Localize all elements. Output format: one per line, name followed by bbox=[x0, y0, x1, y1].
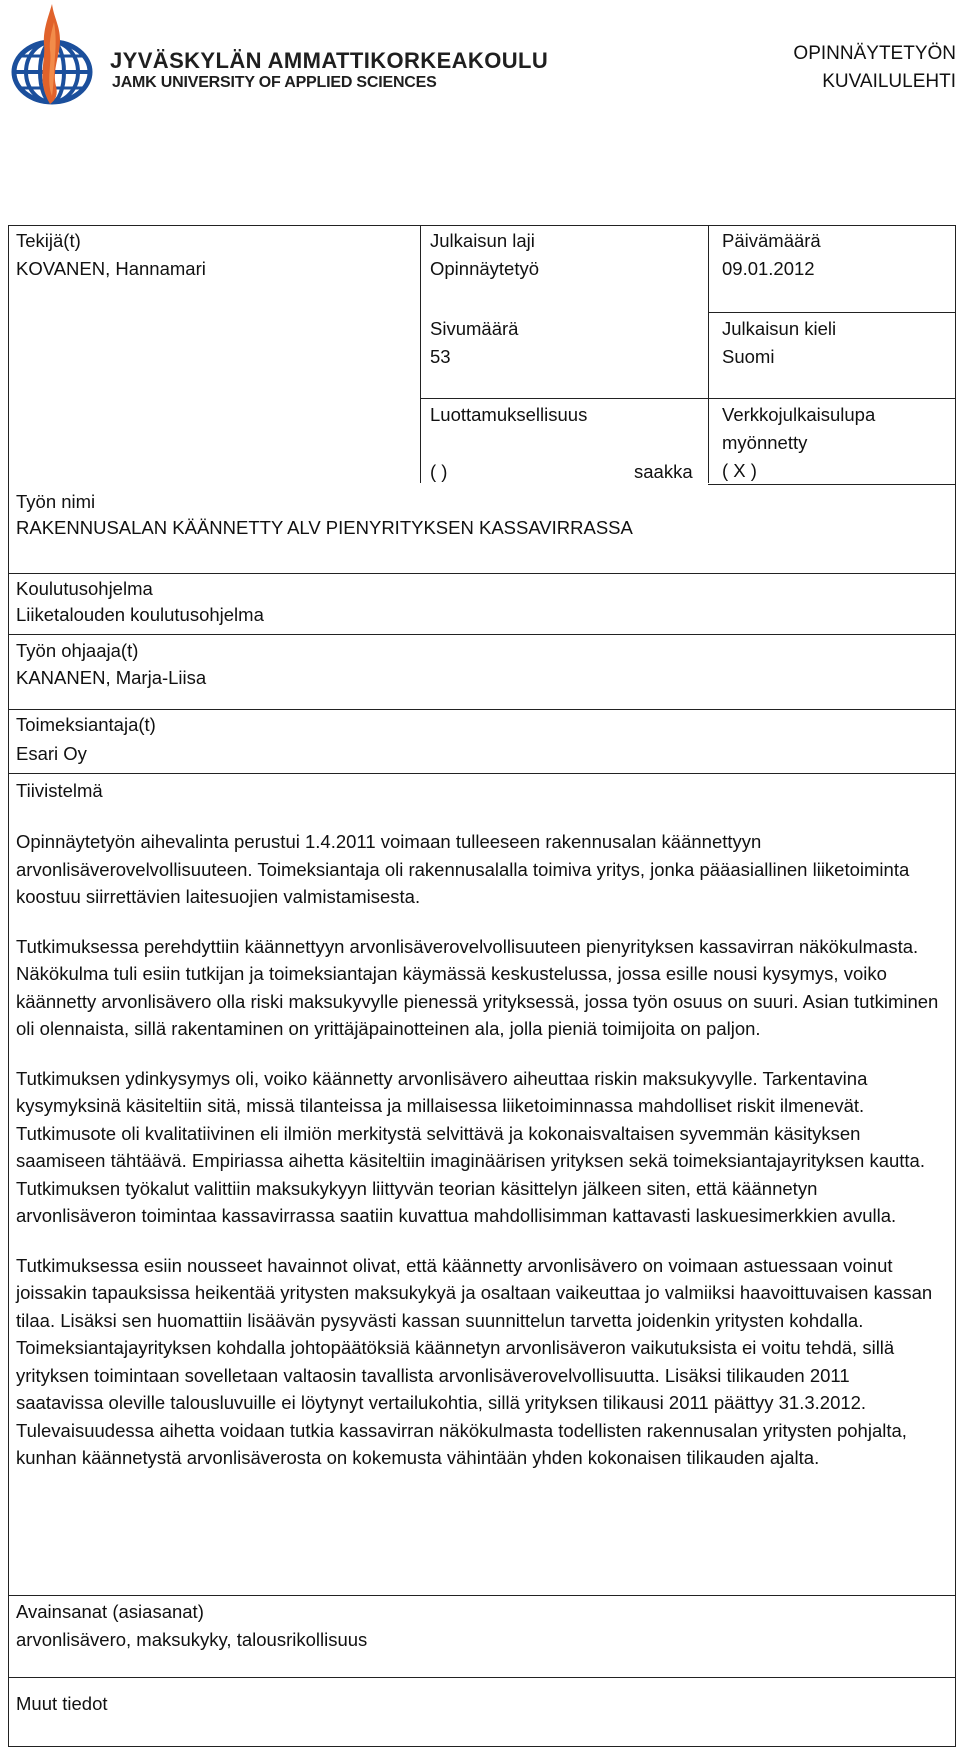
confidentiality-label: Luottamuksellisuus bbox=[430, 404, 588, 425]
university-logo bbox=[6, 0, 549, 110]
language-value: Suomi bbox=[722, 346, 775, 367]
pages-label: Sivumäärä bbox=[430, 318, 519, 339]
divider bbox=[708, 225, 709, 483]
commissioner-label: Toimeksiantaja(t) bbox=[16, 714, 156, 735]
university-name-en: JAMK UNIVERSITY OF APPLIED SCIENCES bbox=[112, 74, 437, 91]
divider bbox=[420, 225, 421, 483]
title-value: RAKENNUSALAN KÄÄNNETTY ALV PIENYRITYKSEN KASSAVIRRASSA bbox=[16, 517, 633, 538]
confidentiality-checkbox[interactable]: ( ) bbox=[430, 461, 448, 482]
keywords-label: Avainsanat (asiasanat) bbox=[16, 1601, 204, 1622]
keywords-value: arvonlisävero, maksukyky, talousrikollisuus bbox=[16, 1629, 368, 1650]
document-type bbox=[716, 40, 956, 96]
divider bbox=[8, 709, 956, 710]
online-publication-label: Verkkojulkaisulupa bbox=[722, 404, 876, 425]
divider bbox=[8, 634, 956, 635]
publication-type-value: Opinnäytetyö bbox=[430, 258, 540, 279]
abstract-paragraph: Tutkimuksessa perehdyttiin käännettyyn arvonlisäverovelvollisuuteen pienyrityksen kassavirran näkökulmasta. Näkökulma tuli esiin tutkijan ja toimeksiantajan käymässä keskustelussa, jossa esille nousi kysymys, voiko käännetty arvonlisävero olla riski maksukyvylle pienessä yrityksessä, jossa työn osuus on suuri. Asian tutkiminen oli olennaista, sillä rakentaminen on yrittäjäpainotteinen ala, jolla pieniä toimijoita on paljon. bbox=[16, 935, 939, 1039]
online-publication-label-2: myönnetty bbox=[722, 432, 808, 453]
other-info-label: Muut tiedot bbox=[16, 1693, 108, 1714]
programme-value: Liiketalouden koulutusohjelma bbox=[16, 604, 264, 625]
online-publication-checkbox[interactable]: ( X ) bbox=[722, 460, 757, 481]
abstract-paragraph: Tutkimuksen ydinkysymys oli, voiko käännetty arvonlisävero aiheuttaa riskin maksukyvylle. Tarkentavina kysymyksinä käsiteltiin sitä, missä tilanteissa ja millaisessa liiketoiminnassa mahdolliset riskit ilmenevät. Tutkimusote oli kvalitatiivinen eli ilmiön merkitystä selvittävä ja kokonaisvaltaisen syvemmän käsityksen saamiseen tähtäävä. Empiriassa aihetta käsiteltiin imaginäärisen yrityksen sekä toimeksiantajayrityksen kautta. Tutkimuksen työkalut valittiin maksukykyyn liittyvän teorian käsittelyn jälkeen siten, että käännetyn arvonlisäveron toimintaa kassavirrassa saatiin kuvattua mahdollisimman kattavasti laskuesimerkkien avulla. bbox=[16, 1067, 925, 1226]
divider bbox=[708, 312, 956, 313]
abstract-body bbox=[16, 828, 942, 1494]
abstract-paragraph: Opinnäytetyön aihevalinta perustui 1.4.2011 voimaan tulleeseen rakennusalan käännettyyn arvonlisäverovelvollisuuteen. Toimeksiantaja oli rakennusalalla toimiva yritys, jonka pääasiallinen liiketoiminta koostuu siirrettävien laitesuojien valmistamisesta. bbox=[16, 831, 910, 907]
authors-value: KOVANEN, Hannamari bbox=[16, 258, 206, 279]
title-label: Työn nimi bbox=[16, 491, 96, 512]
divider bbox=[8, 773, 956, 774]
supervisor-label: Työn ohjaaja(t) bbox=[16, 640, 139, 661]
commissioner-value: Esari Oy bbox=[16, 743, 87, 764]
document-type-line2: KUVAILULEHTI bbox=[822, 71, 956, 92]
divider bbox=[8, 1595, 956, 1596]
flame-globe-logo-icon bbox=[6, 0, 106, 110]
publication-type-label: Julkaisun laji bbox=[430, 230, 535, 251]
abstract-paragraph: Tutkimuksessa esiin nousseet havainnot olivat, että käännetty arvonlisävero on voimaan astuessaan voinut joissakin tapauksissa heikentää yritysten maksukykyä ja osaltaan vaikeuttaa jo valmiiksi haavoittuvaisen kassan tilaa. Lisäksi sen huomattiin lisäävän pysyvästi kassan suunnittelun tarvetta joidenkin yritysten kohdalla. Toimeksiantajayrityksen kohdalla johtopäätöksiä käännetyn arvonlisäveron vaikutuksista ei voitu tehdä, sillä yrityksen toimintaan sovelletaan valtaosin tavallista arvonlisäverovelvollisuutta. Lisäksi tilikauden 2011 saatavissa oleville talousluvuille ei löytynyt vertailukohtia, sillä yrityksen tilikausi 2011 päättyy 31.3.2012. Tulevaisuudessa aihetta voidaan tutkia kassavirran näkökulmasta todellisten rakennusalan yritysten pohjalta, kunhan käännetystä arvonlisäverosta on kokemusta vähintään yhden kokonaisen tilikauden ajalta. bbox=[16, 1254, 933, 1468]
date-label: Päivämäärä bbox=[722, 230, 821, 251]
authors-label: Tekijä(t) bbox=[16, 230, 81, 251]
supervisor-value: KANANEN, Marja-Liisa bbox=[16, 667, 207, 688]
divider bbox=[8, 573, 956, 574]
divider bbox=[420, 398, 956, 399]
programme-label: Koulutusohjelma bbox=[16, 578, 153, 599]
university-name-fi: JYVÄSKYLÄN AMMATTIKORKEAKOULU bbox=[110, 48, 549, 73]
pages-value: 53 bbox=[430, 346, 451, 367]
document-type-line1: OPINNÄYTETYÖN bbox=[793, 43, 956, 64]
abstract-label: Tiivistelmä bbox=[16, 780, 103, 801]
date-value: 09.01.2012 bbox=[722, 258, 815, 279]
language-label: Julkaisun kieli bbox=[722, 318, 837, 339]
confidentiality-until: saakka bbox=[634, 461, 693, 482]
divider bbox=[8, 1677, 956, 1678]
